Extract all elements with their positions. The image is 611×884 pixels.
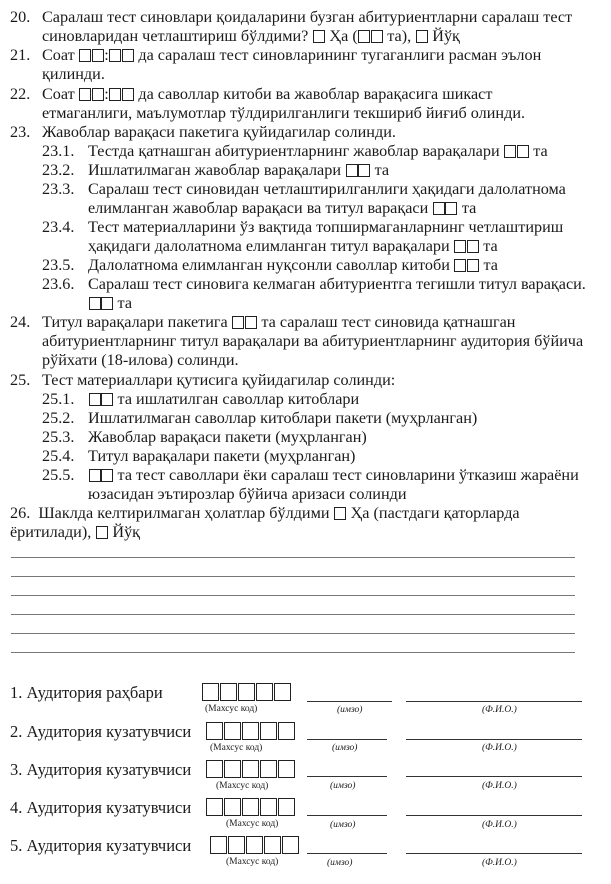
- item-text: да саволлар китоби ва жавоблар варақасига шикаст: [138, 85, 493, 103]
- count-digit-box[interactable]: [504, 145, 516, 158]
- item-text: Жавоблар варақаси пакетига қуйидагилар солинди.: [42, 123, 396, 141]
- item-text: Ишлатилмаган жавоблар варақалари: [88, 161, 341, 179]
- signature-row: [0, 683, 611, 723]
- item-text: Тест материалларини ўз вақтида топширмаганларнинг четлаштириш: [88, 218, 564, 236]
- item-number: 23.: [10, 123, 31, 141]
- code-digit-box[interactable]: [224, 798, 241, 816]
- count-digit-box[interactable]: [454, 240, 466, 253]
- time-colon: :: [104, 85, 109, 103]
- item-text: Шаклда келтирилмаган ҳолатлар бўлдими: [38, 504, 330, 522]
- code-digit-box[interactable]: [202, 683, 219, 701]
- minute-digit-box[interactable]: [122, 88, 134, 101]
- item-number: 23.1.: [42, 142, 75, 160]
- item-text: рўйхати (18-илова) солинди.: [42, 351, 239, 369]
- blank-writing-line[interactable]: [11, 557, 575, 558]
- item-text: қилинди.: [42, 65, 105, 83]
- code-digit-box[interactable]: [210, 836, 227, 854]
- unit-label: та: [461, 199, 477, 217]
- count-digit-box[interactable]: [445, 202, 457, 215]
- count-digit-box[interactable]: [358, 164, 370, 177]
- no-label: Йўқ: [112, 523, 141, 541]
- item-number: 21.: [10, 46, 31, 64]
- count-digit-box[interactable]: [89, 393, 101, 406]
- code-digit-box[interactable]: [220, 683, 237, 701]
- count-digit-box[interactable]: [358, 30, 370, 43]
- blank-writing-line[interactable]: [11, 652, 575, 653]
- count-digit-box[interactable]: [467, 259, 479, 272]
- item-text: та тест саволлари ёки саралаш тест синовларини ўтказиш жараёни: [117, 466, 579, 484]
- signature-role-label: 5. Аудитория кузатувчиси: [10, 836, 192, 855]
- code-digit-box[interactable]: [206, 760, 223, 778]
- item-text: Жавоблар варақаси пакети (муҳрланган): [88, 428, 367, 446]
- code-digit-box[interactable]: [256, 683, 273, 701]
- unit-label: та: [374, 161, 390, 179]
- blank-writing-line[interactable]: [11, 595, 575, 596]
- count-digit-box[interactable]: [245, 316, 257, 329]
- special-code-caption: (Махсус код): [205, 704, 258, 714]
- code-digit-box[interactable]: [260, 798, 277, 816]
- yes-checkbox[interactable]: [334, 507, 346, 520]
- count-digit-box[interactable]: [454, 259, 466, 272]
- item-text: абитуриентларнинг титул варақалари ва абитуриентларнинг аудитория бўйича: [42, 332, 584, 350]
- item-text: етмаганлиги, маълумотлар тўлдирилганлиги текшириб йиғиб олинди.: [42, 104, 526, 122]
- no-label: Йўқ: [432, 27, 460, 45]
- count-digit-box[interactable]: [89, 297, 101, 310]
- signature-role-label: 2. Аудитория кузатувчиси: [10, 722, 192, 741]
- item-number: 23.3.: [42, 180, 75, 198]
- signature-caption: (имзо): [330, 781, 356, 791]
- item-number: 22.: [10, 85, 31, 103]
- code-digit-box[interactable]: [206, 798, 223, 816]
- item-text: Саралаш тест синовлари қоидаларини бузган абитуриентларни саралаш тест: [42, 8, 573, 26]
- special-code-caption: (Махсус код): [226, 857, 279, 867]
- count-digit-box[interactable]: [371, 30, 383, 43]
- no-checkbox[interactable]: [96, 526, 108, 539]
- item-text: та саралаш тест синовида қатнашган: [261, 313, 516, 331]
- full-name-caption: (Ф.И.О.): [482, 820, 517, 830]
- special-code-caption: (Махсус код): [210, 743, 263, 753]
- code-digit-box[interactable]: [274, 683, 291, 701]
- signature-row: [0, 836, 611, 876]
- signature-row: [0, 798, 611, 838]
- item-text: юзасидан эътирозлар бўйича аризаси солинди: [88, 485, 407, 503]
- signature-caption: (имзо): [330, 820, 356, 830]
- count-digit-box[interactable]: [467, 240, 479, 253]
- code-digit-box[interactable]: [242, 722, 259, 740]
- unit-label: та: [483, 237, 498, 255]
- blank-writing-line[interactable]: [11, 633, 575, 634]
- item-text: Соат: [42, 46, 75, 64]
- no-checkbox[interactable]: [416, 30, 428, 43]
- unit-label: та),: [387, 27, 412, 45]
- code-digit-box[interactable]: [242, 798, 259, 816]
- item-number: 25.5.: [42, 466, 75, 484]
- hour-digit-box[interactable]: [92, 88, 104, 101]
- full-name-caption: (Ф.И.О.): [482, 743, 517, 753]
- hour-digit-box[interactable]: [79, 88, 91, 101]
- item-number: 25.2.: [42, 409, 75, 427]
- code-digit-box[interactable]: [224, 760, 241, 778]
- item-text: синовларидан четлаштириш бўлдими?: [42, 27, 309, 45]
- unit-label: та: [533, 142, 548, 160]
- item-number: 23.2.: [42, 161, 75, 179]
- time-colon: :: [104, 46, 109, 64]
- code-digit-box[interactable]: [278, 798, 295, 816]
- code-digit-box[interactable]: [260, 722, 277, 740]
- minute-digit-box[interactable]: [109, 49, 121, 62]
- code-digit-box[interactable]: [206, 722, 223, 740]
- item-number: 23.6.: [42, 275, 75, 293]
- blank-writing-line[interactable]: [11, 614, 575, 615]
- item-number: 20.: [10, 8, 31, 26]
- item-text: ҳақидаги далолатнома елимланган титул варақалари: [88, 237, 450, 255]
- count-digit-box[interactable]: [101, 469, 113, 482]
- code-digit-box[interactable]: [224, 722, 241, 740]
- item-number: 25.1.: [42, 390, 75, 408]
- item-text: Саралаш тест синовига келмаган абитуриентга тегишли титул варақаси.: [88, 275, 586, 293]
- count-digit-box[interactable]: [346, 164, 358, 177]
- item-number: 25.: [10, 371, 31, 389]
- full-name-caption: (Ф.И.О.): [482, 858, 517, 868]
- minute-digit-box[interactable]: [122, 49, 134, 62]
- item-number: 25.3.: [42, 428, 75, 446]
- item-number: 26.: [10, 504, 31, 522]
- item-text: ёритилади),: [10, 523, 92, 541]
- full-name-caption: (Ф.И.О.): [482, 705, 517, 715]
- unit-label: та: [483, 256, 498, 274]
- special-code-caption: (Махсус код): [216, 781, 269, 791]
- signature-row: [0, 760, 611, 800]
- item-number: 23.5.: [42, 256, 75, 274]
- signature-caption: (имзо): [337, 705, 363, 715]
- hour-digit-box[interactable]: [92, 49, 104, 62]
- item-text: Титул варақалари пакетига: [42, 313, 228, 331]
- item-text: Соат: [42, 85, 75, 103]
- item-number: 25.4.: [42, 447, 75, 465]
- unit-label: та: [117, 294, 133, 312]
- item-text: Далолатнома елимланган нуқсонли саволлар китоби: [88, 256, 450, 274]
- count-digit-box[interactable]: [517, 145, 529, 158]
- full-name-caption: (Ф.И.О.): [482, 781, 517, 791]
- count-digit-box[interactable]: [232, 316, 244, 329]
- blank-writing-line[interactable]: [11, 576, 575, 577]
- count-digit-box[interactable]: [89, 469, 101, 482]
- item-text: Тестда қатнашган абитуриентларнинг жавоблар варақалари: [88, 142, 500, 160]
- count-digit-box[interactable]: [101, 297, 113, 310]
- count-digit-box[interactable]: [433, 202, 445, 215]
- item-text: та ишлатилган саволлар китоблари: [117, 390, 360, 408]
- signature-row: [0, 722, 611, 762]
- item-text: елимланган жавоблар варақаси ва титул варақаси: [88, 199, 429, 217]
- item-text: Саралаш тест синовидан четлаштирилганлиги ҳақидаги далолатнома: [88, 180, 566, 198]
- code-digit-box[interactable]: [260, 760, 277, 778]
- count-digit-box[interactable]: [101, 393, 113, 406]
- signature-role-label: 1. Аудитория раҳбари: [10, 683, 163, 702]
- item-text: да саралаш тест синовларининг тугаганлиги расман эълон: [138, 46, 542, 64]
- item-text: Ҳа (пастдаги қаторларда: [350, 504, 520, 522]
- signature-role-label: 4. Аудитория кузатувчиси: [10, 798, 192, 817]
- code-digit-box[interactable]: [278, 722, 295, 740]
- minute-digit-box[interactable]: [109, 88, 121, 101]
- code-digit-box[interactable]: [238, 683, 255, 701]
- item-number: 23.4.: [42, 218, 75, 236]
- code-digit-box[interactable]: [242, 760, 259, 778]
- yes-label: Ҳа (: [329, 27, 358, 45]
- item-number: 24.: [10, 313, 31, 331]
- code-digit-box[interactable]: [246, 836, 263, 854]
- item-text: Тест материаллари қутисига қуйидагилар солинди:: [42, 371, 396, 389]
- special-code-caption: (Махсус код): [226, 819, 279, 829]
- signature-caption: (имзо): [332, 743, 358, 753]
- item-text: Титул варақалари пакети (муҳрланган): [88, 447, 356, 465]
- code-digit-box[interactable]: [228, 836, 245, 854]
- signature-role-label: 3. Аудитория кузатувчиси: [10, 760, 192, 779]
- yes-checkbox[interactable]: [313, 30, 325, 43]
- item-text: Ишлатилмаган саволлар китоблари пакети (муҳрланган): [88, 409, 478, 427]
- code-digit-box[interactable]: [282, 836, 299, 854]
- code-digit-box[interactable]: [264, 836, 281, 854]
- code-digit-box[interactable]: [278, 760, 295, 778]
- signature-caption: (имзо): [327, 858, 353, 868]
- hour-digit-box[interactable]: [79, 49, 91, 62]
